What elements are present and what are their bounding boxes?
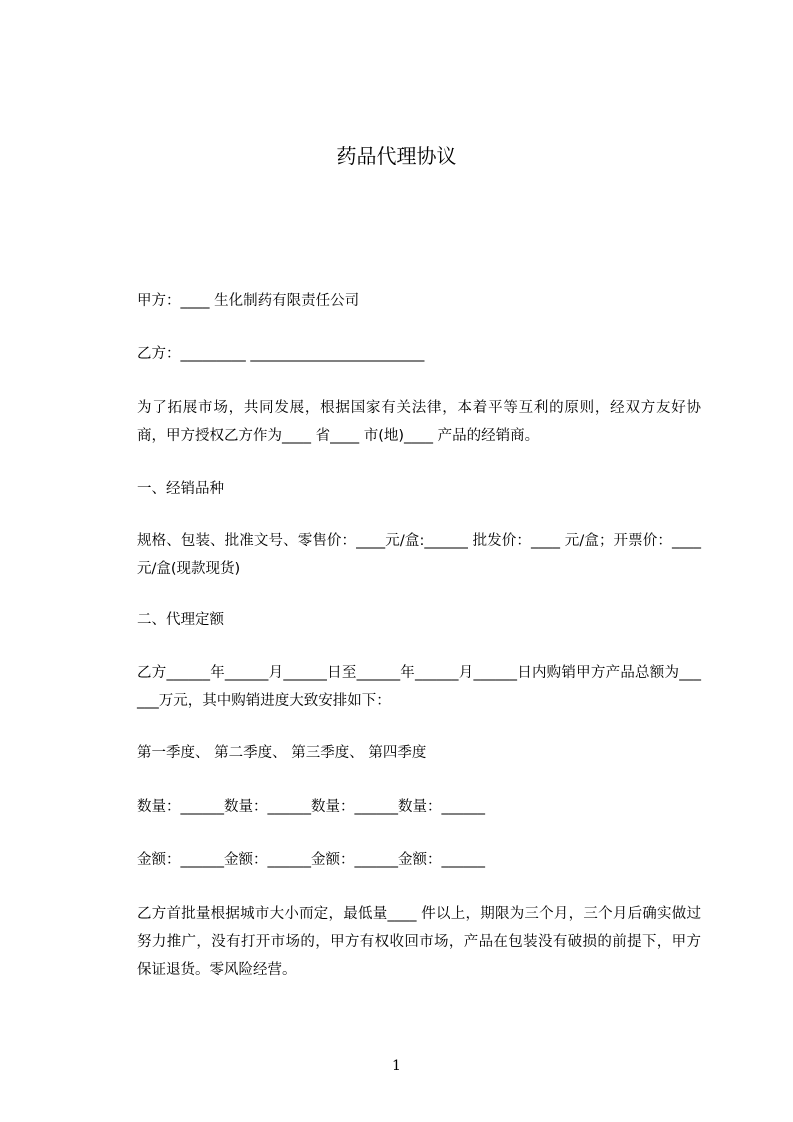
section-2-heading: 二、代理定额: [137, 612, 224, 628]
party-b-line: 乙方：_________ ________________________: [137, 346, 425, 362]
section-1-body: 规格、包装、批准文号、零售价：____元/盒:______ 批发价：____ 元/盒；开票价：____元/盒(现款现货): [137, 533, 701, 577]
party-a-line: 甲方：____ 生化制药有限责任公司: [137, 293, 360, 309]
closing-paragraph: 乙方首批量根据城市大小而定，最低量____ 件以上，期限为三个月，三个月后确实做过努力推广，没有打开市场的，甲方有权收回市场，产品在包装没有破损的前提下，甲方保证退货。零风险经营。: [137, 906, 701, 978]
intro-paragraph: 为了拓展市场，共同发展，根据国家有关法律，本着平等互利的原则，经双方友好协商，甲方授权乙方作为____ 省____ 市(地)____ 产品的经销商。: [137, 400, 701, 444]
quarters-line: 第一季度、 第二季度、 第三季度、 第四季度: [137, 745, 427, 761]
section-1-heading: 一、经销品种: [137, 481, 224, 497]
page-number: 1: [392, 1058, 401, 1074]
quantities-line: 数量：______数量：______数量：______数量：______: [137, 799, 485, 815]
section-2-body: 乙方______年______月______日至______年______月______日内购销甲方产品总额为______万元，其中购销进度大致安排如下：: [137, 665, 701, 709]
document-title: 药品代理协议: [336, 144, 457, 168]
amounts-line: 金额：______金额：______金额：______金额：______: [137, 852, 485, 868]
